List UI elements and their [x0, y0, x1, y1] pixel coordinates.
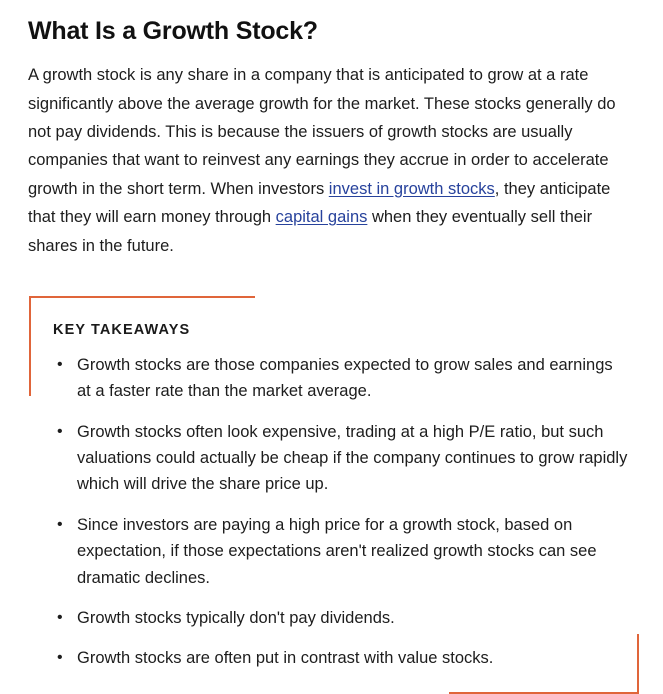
link-capital-gains[interactable]: capital gains	[275, 208, 368, 227]
bullet-icon: •	[57, 515, 63, 533]
key-takeaways-heading: KEY TAKEAWAYS	[53, 321, 191, 338]
bullet-icon: •	[57, 422, 63, 440]
list-item-text: Growth stocks are those companies expected to grow sales and earnings at a faster rate than the market average.	[77, 355, 613, 401]
list-item-text: Since investors are paying a high price for a growth stock, based on expectation, if those expectations aren't realized growth stocks can see dramatic declines.	[77, 515, 597, 587]
link-invest-in-growth-stocks[interactable]: invest in growth stocks	[328, 179, 495, 198]
list-item	[53, 605, 629, 631]
list-item	[53, 352, 629, 405]
list-item	[53, 645, 629, 671]
bullet-icon: •	[57, 609, 63, 626]
page-title: What Is a Growth Stock?	[28, 17, 318, 45]
key-takeaways-list	[53, 352, 629, 672]
bullet-icon: •	[57, 355, 63, 373]
list-item	[53, 512, 629, 591]
bullet-icon: •	[57, 649, 63, 667]
list-item-text: Growth stocks are often put in contrast with value stocks.	[77, 649, 494, 668]
article-intro-paragraph	[28, 61, 635, 260]
list-item-text: Growth stocks often look expensive, trading at a high P/E ratio, but such valuations could actually be cheap if the company continues to grow rapidly which will drive the share price up.	[77, 422, 628, 494]
list-item-text: Growth stocks typically don't pay dividends.	[77, 609, 395, 627]
list-item	[53, 419, 629, 498]
paragraph-text-part-2: , they anticipate that they will earn money through	[28, 179, 611, 227]
paragraph-text-part-1: A growth stock is any share in a company that is anticipated to grow at a rate significantly above the average growth for the market. These stocks generally do not pay dividends. This is because the issuers of growth stocks are usually companies that want to reinvest any earnings they accrue in order to accelerate growth in the short term. When investors	[28, 66, 616, 198]
key-takeaways-box	[29, 296, 639, 694]
paragraph-text-part-3: when they eventually sell their shares in the future.	[28, 208, 593, 255]
